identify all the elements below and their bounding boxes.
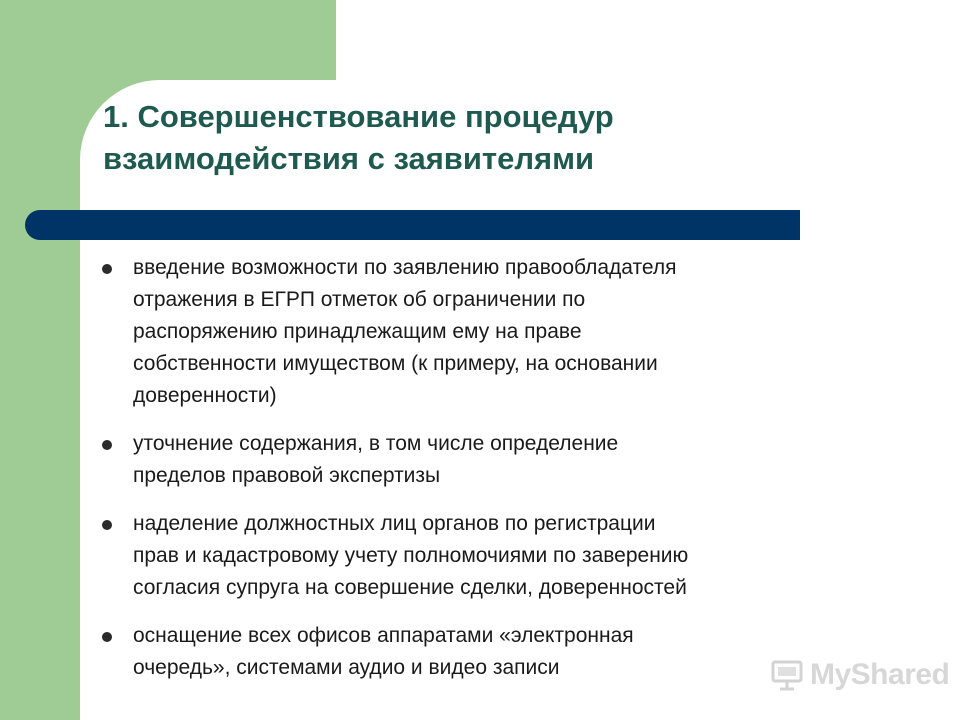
title-line-1: 1. Совершенствование процедур	[103, 99, 614, 134]
green-top-corner	[80, 0, 336, 80]
bullet-dot-icon	[102, 632, 112, 642]
bullet-list	[100, 252, 920, 700]
bullet-item	[100, 428, 920, 492]
bullet-text-line: наделение должностных лиц органов по регистрации	[133, 512, 656, 535]
bullet-dot-icon	[102, 520, 112, 530]
bullet-text-line: оснащение всех офисов аппаратами «электронная	[133, 624, 634, 647]
bullet-text-line: прав и кадастровому учету полномочиями по заверению	[133, 544, 689, 567]
bullet-text-line: введение возможности по заявлению правообладателя	[133, 256, 677, 279]
bullet-text-line: отражения в ЕГРП отметок об ограничении по	[133, 288, 586, 311]
green-side-bar	[0, 0, 80, 720]
watermark	[770, 655, 949, 695]
bullet-text-line: уточнение содержания, в том числе определение	[133, 432, 619, 455]
title-divider-bar	[25, 210, 800, 240]
slide-title	[103, 96, 863, 180]
bullet-text-line: собственности имуществом (к примеру, на основании	[133, 352, 658, 375]
title-line-2: взаимодействия с заявителями	[103, 141, 595, 176]
watermark-text: MyShared	[810, 658, 950, 691]
bullet-text-line: согласия супруга на совершение сделки, доверенностей	[133, 576, 687, 599]
presentation-board-icon	[770, 658, 804, 692]
bullet-text-line: очередь», системами аудио и видео записи	[133, 656, 560, 679]
bullet-text-line: пределов правовой экспертизы	[133, 464, 441, 487]
bullet-text-line: распоряжению принадлежащим ему на праве	[133, 320, 582, 343]
bullet-item	[100, 252, 920, 412]
bullet-item	[100, 508, 920, 604]
bullet-dot-icon	[102, 264, 112, 274]
bullet-text-line: доверенности)	[133, 384, 277, 407]
bullet-dot-icon	[102, 440, 112, 450]
